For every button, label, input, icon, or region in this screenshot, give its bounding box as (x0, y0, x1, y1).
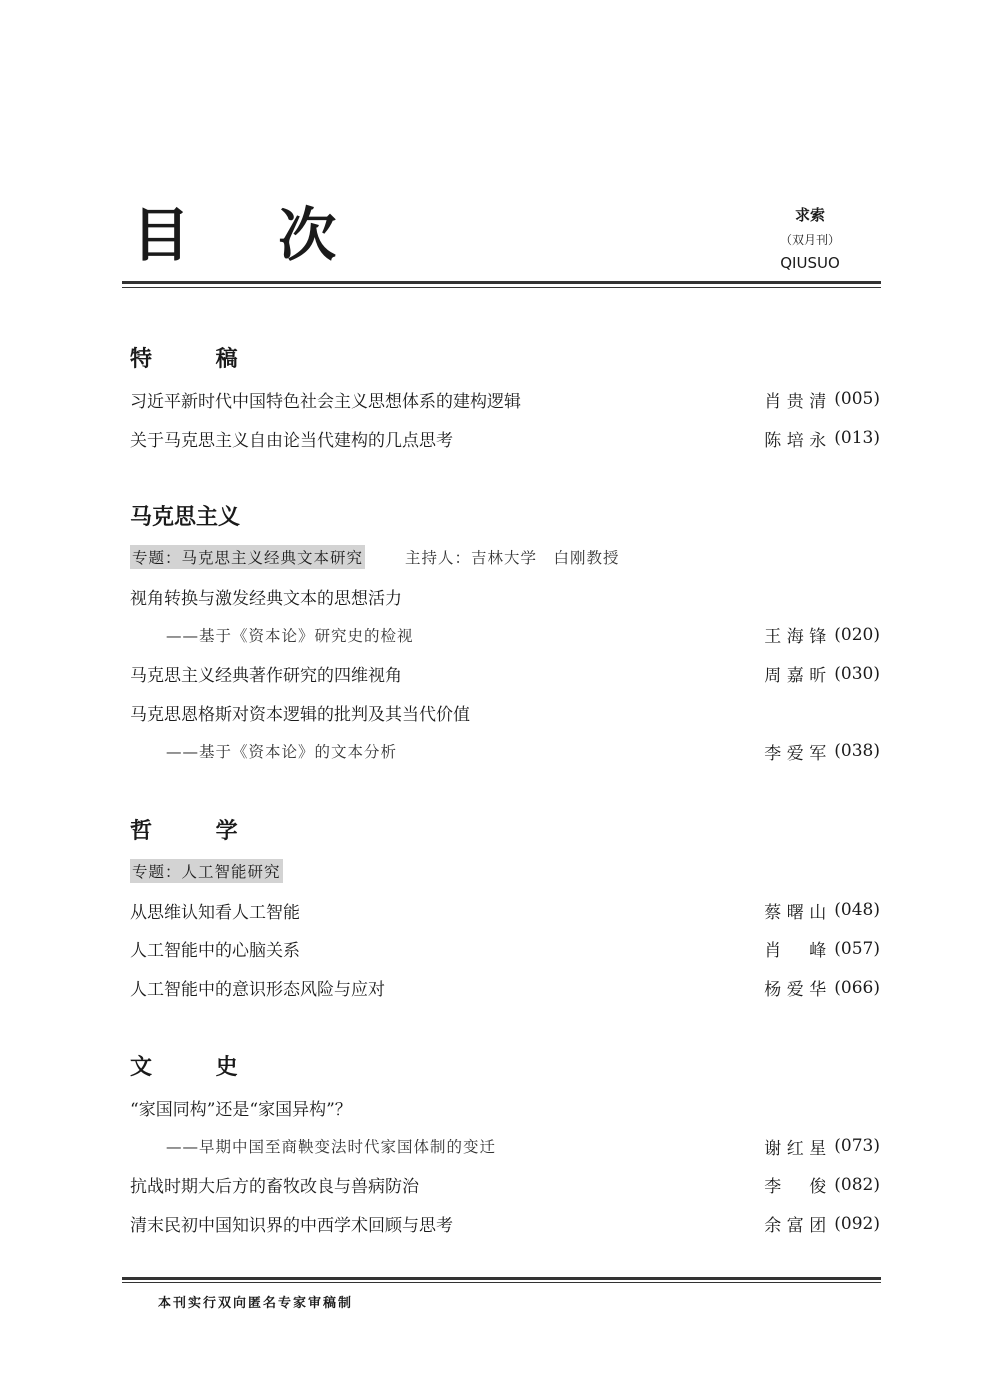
entry-page: (038) (834, 741, 880, 762)
entry-title: 关于马克思主义自由论当代建构的几点思考 (130, 430, 453, 451)
toc-entry[interactable] (130, 380, 880, 419)
entry-title: 人工智能中的意识形态风险与应对 (130, 980, 385, 1001)
toc-entry[interactable] (130, 419, 880, 458)
entry-author: 余富团 (764, 1216, 829, 1237)
entry-author: 李俊 (764, 1177, 829, 1198)
entry-page: (066) (834, 977, 880, 998)
entry-subtitle: ——早期中国至商鞅变法时代家国体制的变迁 (166, 1138, 497, 1157)
entry-page: (092) (834, 1213, 880, 1234)
entry-page: (057) (834, 938, 880, 959)
entry-author: 肖贵清 (764, 391, 829, 412)
page-title: 目 次 (132, 201, 371, 269)
journal-latin-name: QIUSUO (780, 254, 840, 272)
footer-note: 本刊实行双向匿名专家审稿制 (158, 1296, 354, 1311)
entry-author: 周嘉昕 (764, 666, 829, 687)
entry-title: 清末民初中国知识界的中西学术回顾与思考 (130, 1216, 453, 1237)
entry-title: 习近平新时代中国特色社会主义思想体系的建构逻辑 (130, 391, 521, 412)
entry-title: 马克思恩格斯对资本逻辑的批判及其当代价值 (130, 705, 470, 726)
section-marxism (130, 498, 880, 771)
entry-page: (082) (834, 1174, 880, 1195)
toc-entry[interactable] (130, 654, 880, 693)
section-literature-history (130, 1048, 880, 1243)
entry-title: 从思维认知看人工智能 (130, 902, 300, 923)
toc-entry[interactable] (130, 1166, 880, 1205)
toc-entry-subtitle[interactable] (130, 616, 880, 655)
entry-author: 肖峰 (764, 941, 829, 962)
entry-author: 谢红星 (764, 1138, 829, 1159)
section-special-articles (130, 340, 880, 458)
entry-title: “家国同构”还是“家国异构”？ (130, 1099, 352, 1120)
entry-author: 蔡曙山 (764, 902, 829, 923)
toc-entry[interactable] (130, 693, 880, 732)
special-topic-row (130, 538, 880, 577)
special-topic-label: 专题：人工智能研究 (130, 859, 283, 883)
entry-page: (013) (834, 428, 880, 449)
section-philosophy (130, 812, 880, 1007)
toc-entry[interactable] (130, 1204, 880, 1243)
toc-entry[interactable] (130, 930, 880, 969)
footer-divider (122, 1277, 881, 1283)
entry-title: 人工智能中的心脑关系 (130, 941, 300, 962)
toc-entry[interactable] (130, 968, 880, 1007)
toc-entry[interactable] (130, 1088, 880, 1127)
entry-page: (048) (834, 900, 880, 921)
toc-entry[interactable] (130, 577, 880, 616)
entry-subtitle: ——基于《资本论》研究史的检视 (166, 626, 414, 645)
entry-author: 李爱军 (764, 743, 829, 764)
entry-author: 陈培永 (764, 430, 829, 451)
entry-title: 马克思主义经典著作研究的四维视角 (130, 666, 402, 687)
entry-page: (005) (834, 389, 880, 410)
journal-name: 求索 (794, 206, 825, 224)
toc-entry-subtitle[interactable] (130, 732, 880, 771)
toc-entry[interactable] (130, 891, 880, 930)
toc-entry-subtitle[interactable] (130, 1127, 880, 1166)
entry-subtitle: ——基于《资本论》的文本分析 (166, 743, 398, 762)
journal-frequency: （双月刊） (779, 233, 840, 247)
journal-masthead (750, 204, 870, 272)
entry-title: 抗战时期大后方的畜牧改良与兽病防治 (130, 1177, 419, 1198)
header-divider (122, 281, 881, 288)
entry-title: 视角转换与激发经典文本的思想活力 (130, 588, 402, 609)
special-topic-row (130, 852, 880, 891)
section-title: 文 史 (130, 1055, 266, 1080)
special-topic-label: 专题：马克思主义经典文本研究 (130, 545, 365, 569)
entry-author: 杨爱华 (764, 980, 829, 1001)
entry-page: (020) (834, 624, 880, 645)
entry-author: 王海锋 (764, 627, 829, 648)
entry-page: (073) (834, 1136, 880, 1157)
entry-page: (030) (834, 663, 880, 684)
section-title: 哲 学 (130, 819, 266, 844)
section-title: 马克思主义 (130, 505, 241, 530)
special-topic-host: 主持人：吉林大学 白刚教授 (405, 549, 620, 568)
section-title: 特 稿 (130, 347, 266, 372)
